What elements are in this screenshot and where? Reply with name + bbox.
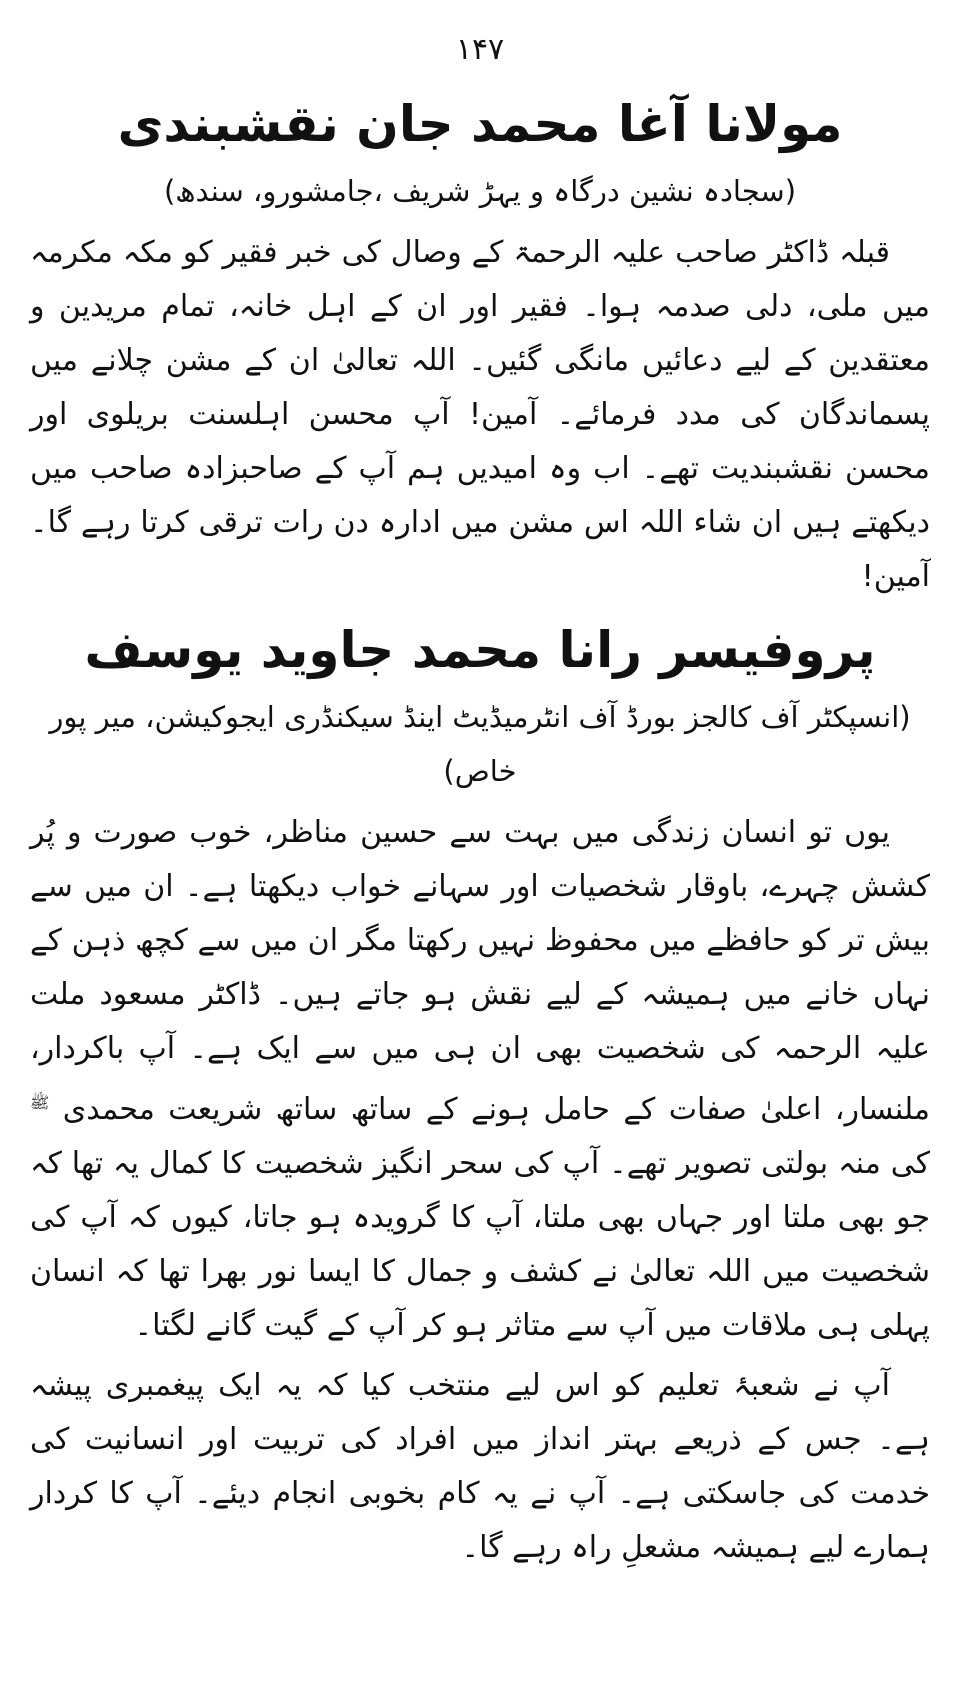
page-number: ۱۴۷ — [455, 32, 505, 67]
section-subtitle: (سجادہ نشین درگاہ و یہڑ شریف ،جامشورو، سندھ) — [163, 174, 797, 208]
section-subtitle: (انسپکٹر آف کالجز بورڈ آف انٹرمیڈیٹ اینڈ سیکنڈری ایجوکیشن، میر پور خاص) — [49, 700, 911, 788]
section-title: مولانا آغا محمد جان نقشبندی — [117, 95, 843, 153]
salutation-mark: ﷺ — [30, 1093, 50, 1112]
section-paragraph: قبلہ ڈاکٹر صاحب علیہ الرحمۃ کے وصال کی خبر فقیر کو مکہ مکرمہ میں ملی، دلی صدمہ ہوا۔ فقیر اور ان کے اہل خانہ، تمام مریدین و معتقدین کے لیے دعائیں مانگی گئیں۔ اللہ تعالیٰ ان کے مشن چلانے میں پسماندگان کی مدد فرمائے۔ آمین! آپ محسن اہلسنت بریلوی اور محسن نقشبندیت تھے۔ اب وہ امیدیں ہم آپ کے صاحبزادہ صاحب میں دیکھتے ہیں ان شاء اللہ اس مشن میں ادارہ دن رات ترقی کرتا رہے گا۔ آمین! — [30, 235, 930, 594]
paragraph-text: یوں تو انسان زندگی میں بہت سے حسین مناظر، خوب صورت و پُر کشش چہرے، باوقار شخصیات اور سہانے خواب دیکھتا ہے۔ ان میں سے بیش تر کو حافظے میں محفوظ نہیں رکھتا مگر ان میں سے کچھ ذہن کے نہاں خانے میں ہمیشہ کے لیے نقش ہو جاتے ہیں۔ ڈاکٹر مسعود ملت علیہ الرحمہ کی شخصیت بھی ان ہی میں سے ایک ہے۔ آپ باکردار، ملنسار، اعلیٰ صفات کے حامل ہونے کے ساتھ ساتھ شریعت محمدی — [30, 815, 930, 1127]
section-paragraph: آپ نے شعبۂ تعلیم کو اس لیے منتخب کیا کہ یہ ایک پیغمبری پیشہ ہے۔ جس کے ذریعے بہتر انداز میں افراد کی تربیت اور انسانیت کی خدمت کی جاسکتی ہے۔ آپ نے یہ کام بخوبی انجام دیئے۔ آپ کا کردار ہمارے لیے ہمیشہ مشعلِ راہ رہے گا۔ — [30, 1368, 930, 1565]
section-maulana-agha — [30, 88, 930, 604]
section-paragraph — [30, 806, 930, 1353]
paragraph-text: کی منہ بولتی تصویر تھے۔ آپ کی سحر انگیز شخصیت کا کمال یہ تھا کہ جو بھی ملتا اور جہاں بھی ملتا، آپ کا گرویدہ ہو جاتا، کیوں کہ آپ کی شخصیت میں اللہ تعالیٰ نے کشف و جمال کا ایسا نور بھرا تھا کہ انسان پہلی ہی ملاقات میں آپ سے متاثر ہو کر آپ کے گیت گانے لگتا۔ — [30, 1146, 930, 1343]
section-title: پروفیسر رانا محمد جاوید یوسف — [84, 621, 876, 679]
section-professor-rana — [30, 614, 930, 1575]
